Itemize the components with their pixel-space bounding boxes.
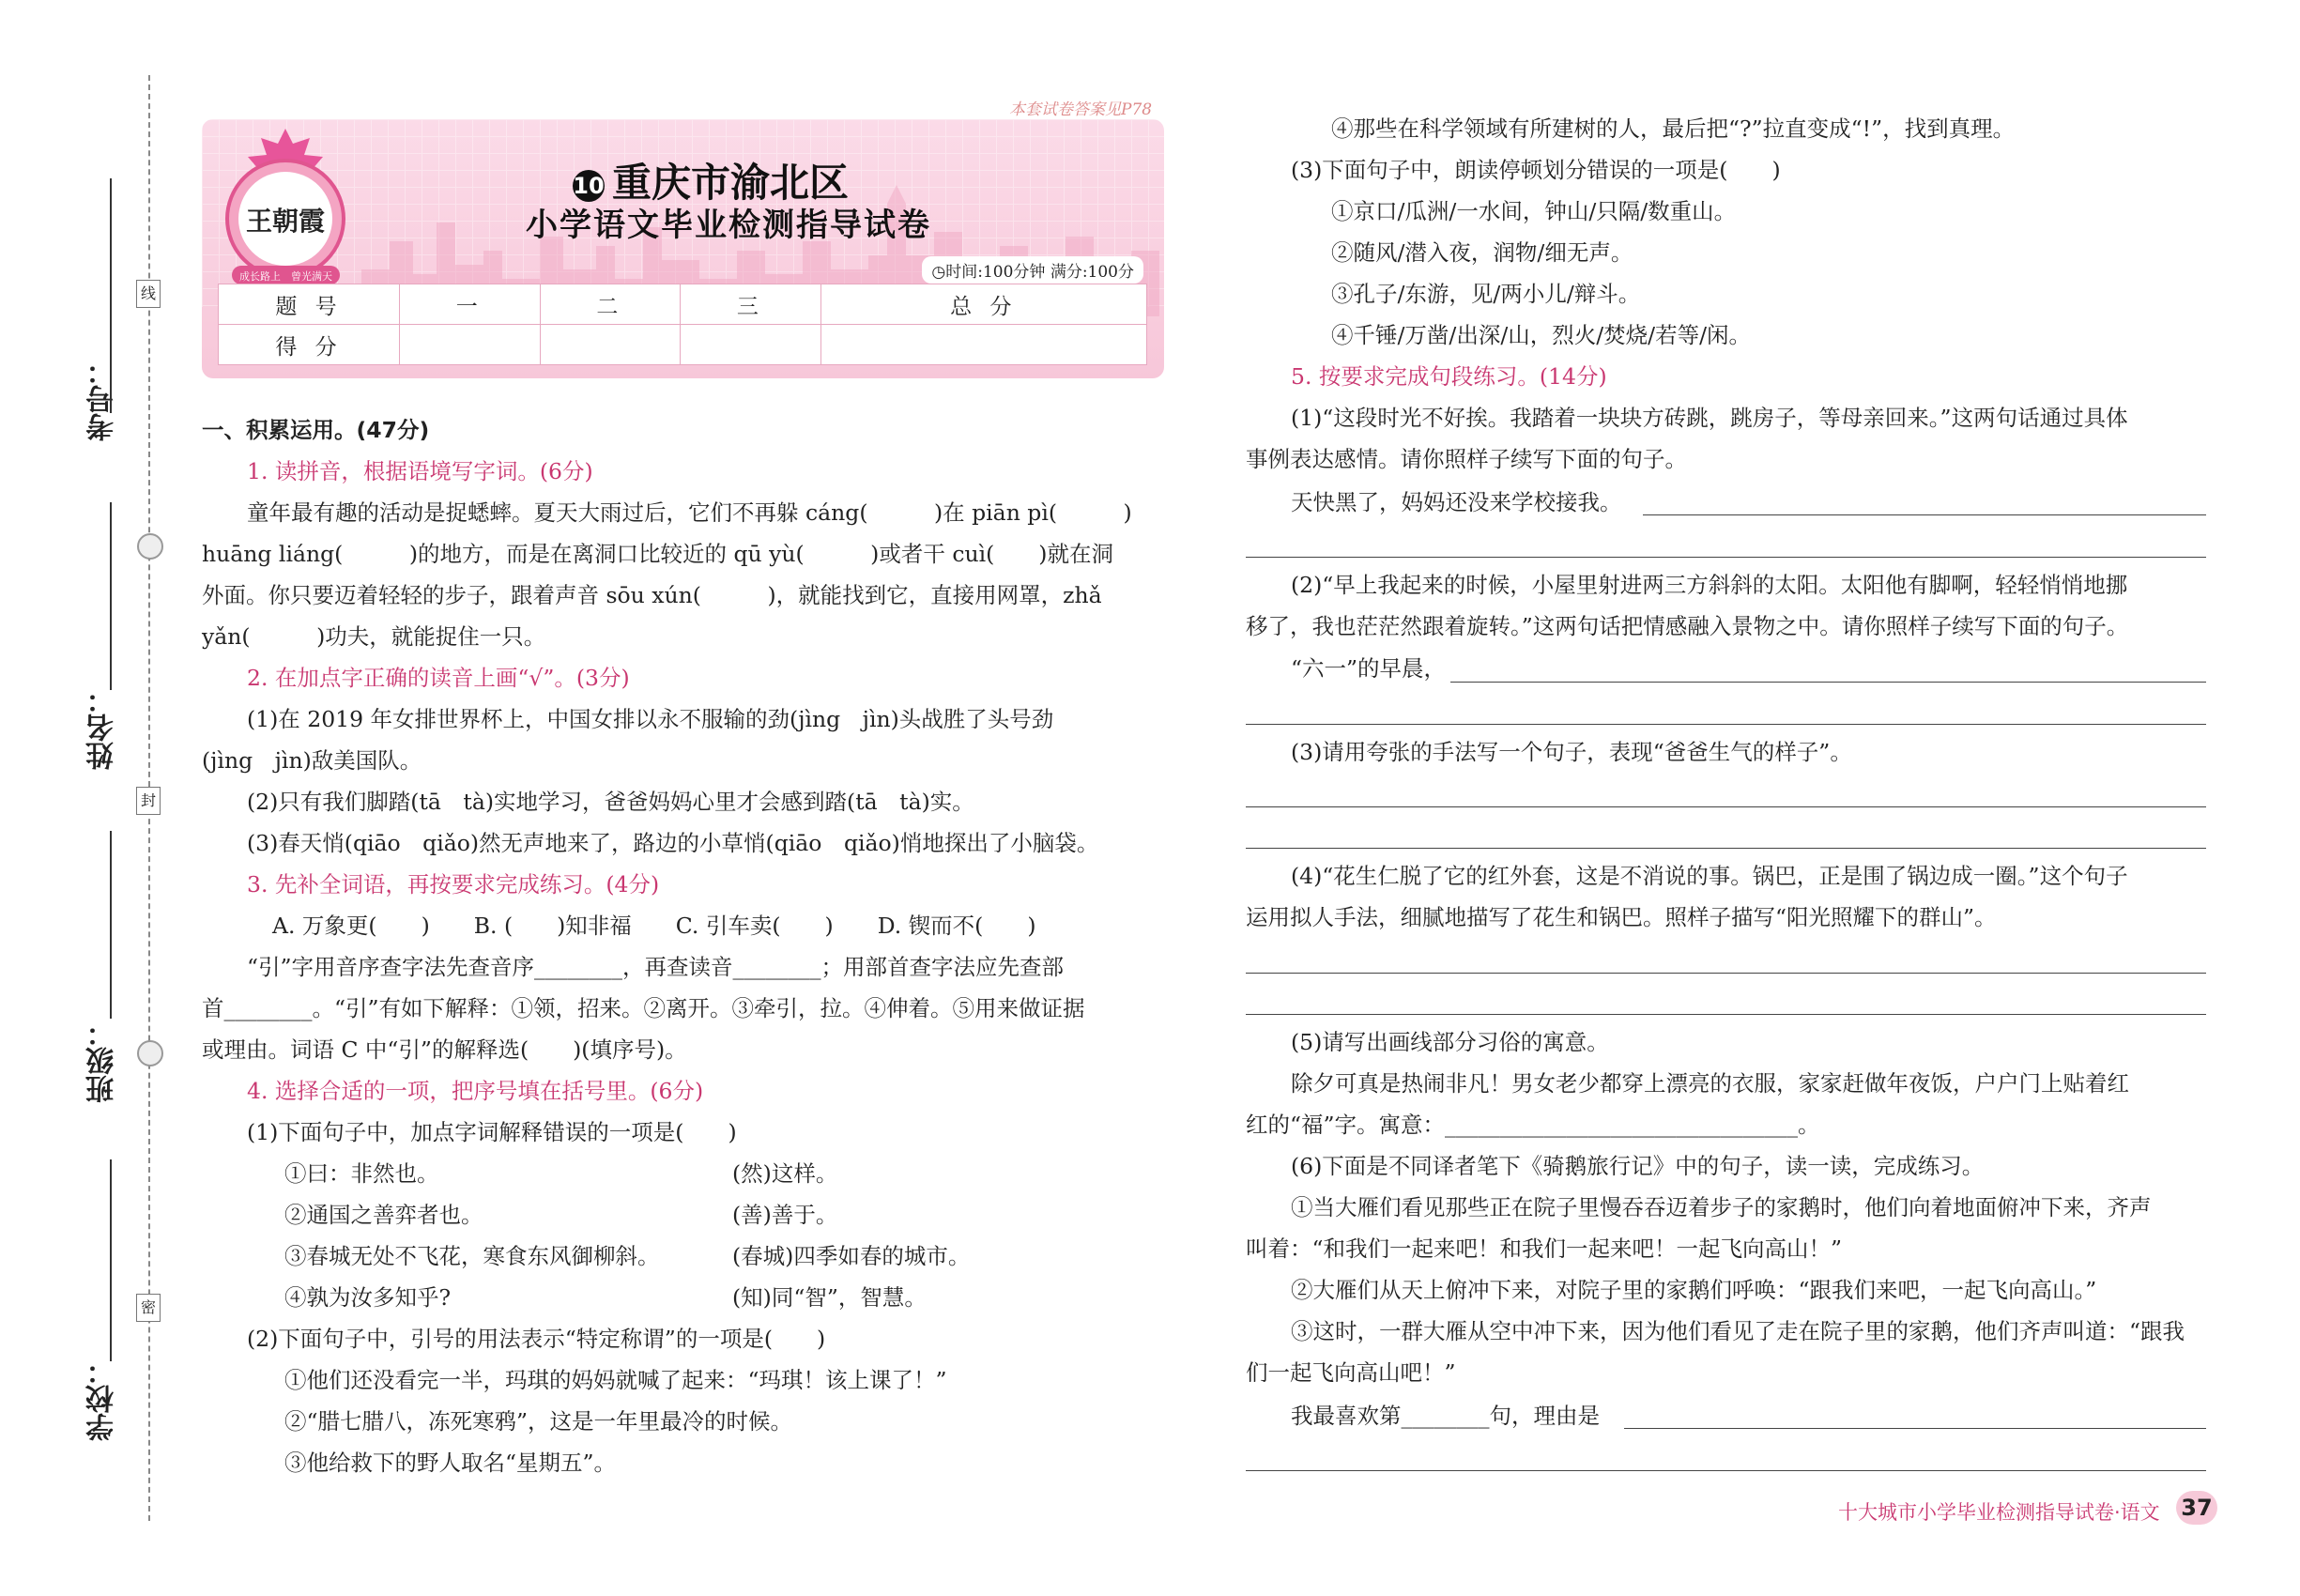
class-field[interactable] xyxy=(110,831,112,1019)
option-sentence: ③他给救下的野人取名“星期五”。 xyxy=(284,1450,617,1476)
score-table-header-row: 题 号 一 二 三 总 分 xyxy=(219,284,1147,325)
question-text: (4)“花生仁脱了它的红外套，这是不消说的事。锅巴，正是围了锅边成一圈。”这个句子 xyxy=(1291,863,2128,889)
question-text: (1)在 2019 年女排世界杯上，中国女排以永不服输的劲(jìng jìn)头战胜了头号劲 xyxy=(247,706,1054,732)
question-text: 运用拟人手法，细腻地描写了花生和锅巴。照样子描写“阳光照耀下的群山”。 xyxy=(1246,904,1997,930)
region-title: 重庆市渝北区 xyxy=(612,160,850,206)
option-sentence: ②随风/潜入夜，润物/细无声。 xyxy=(1331,239,1633,266)
option-sentence: ②“腊七腊八，冻死寒鸦”，这是一年里最冷的时候。 xyxy=(284,1408,793,1435)
option-sentence: ④那些在科学领域有所建树的人，最后把“?”拉直变成“!”，找到真理。 xyxy=(1331,115,2016,142)
question-title: 5. 按要求完成句段练习。(14分) xyxy=(1291,363,1607,390)
school-field[interactable] xyxy=(110,1159,112,1361)
answer-line[interactable] xyxy=(1643,514,2206,515)
answer-line[interactable] xyxy=(1450,682,2206,683)
option-sentence: ③孔子/东游，见/两小儿/辩斗。 xyxy=(1331,281,1641,307)
score-table xyxy=(218,284,1147,365)
question-text: 天快黑了，妈妈还没来学校接我。 xyxy=(1291,489,1622,515)
question-text: 我最喜欢第________句，理由是 xyxy=(1291,1403,1600,1429)
question-title: 1. 读拼音，根据语境写字词。(6分) xyxy=(247,458,593,484)
question-text: “引”字用音序查字法先查音序________，再查读音________；用部首查字法应先查部 xyxy=(247,954,1065,980)
question-text: 移了，我也茫茫然跟着旋转。”这两句话把情感融入景物之中。请你照样子续写下面的句子。 xyxy=(1246,613,2129,639)
translation-sentence: ②大雁们从天上俯冲下来，对院子里的家鹅们呼唤：“跟我们来吧，一起飞向高山。” xyxy=(1291,1277,2097,1303)
brand-logo-icon xyxy=(218,127,354,286)
option-explanation: (然)这样。 xyxy=(732,1160,838,1187)
answer-line[interactable] xyxy=(1246,973,2206,974)
translation-sentence: 叫着：“和我们一起来吧！和我们一起来吧！一起飞向高山！” xyxy=(1246,1235,1843,1262)
seal-char-xian: 线 xyxy=(136,280,161,308)
class-label: 班级： xyxy=(86,1019,119,1103)
question-text: (6)下面是不同译者笔下《骑鹅旅行记》中的句子，读一读，完成练习。 xyxy=(1291,1153,1985,1179)
question-text: (1)“这段时光不好挨。我踏着一块块方砖跳，跳房子，等母亲回来。”这两句话通过具体 xyxy=(1291,405,2128,431)
score-table-score-row: 得 分 xyxy=(219,325,1147,365)
question-text: (2)“早上我起来的时候，小屋里射进两三方斜斜的太阳。太阳他有脚啊，轻轻悄悄地挪 xyxy=(1291,572,2128,598)
answer-line[interactable] xyxy=(1246,806,2206,807)
name-label: 姓名： xyxy=(86,685,119,770)
page-number: 37 xyxy=(2176,1491,2217,1525)
answer-line[interactable] xyxy=(1624,1428,2206,1429)
answer-reference: 本套试卷答案见P78 xyxy=(1009,100,1153,119)
passage-text: 除夕可真是热闹非凡！男女老少都穿上漂亮的衣服，家家赶做年夜饭，户户门上贴着红 xyxy=(1291,1070,2129,1097)
question-text: huāng liáng( )的地方，而是在离洞口比较近的 qū yù( )或者干 cuì( )就在洞 xyxy=(202,541,1113,567)
question-title: 4. 选择合适的一项，把序号填在括号里。(6分) xyxy=(247,1078,704,1104)
exam-header xyxy=(202,119,1164,378)
option-sentence: ①曰：非然也。 xyxy=(284,1160,439,1187)
question-text: 或理由。词语 C 中“引”的解释选( )(填序号)。 xyxy=(202,1036,687,1063)
passage-text: 红的“福”字。寓意：________________________________。 xyxy=(1246,1112,1820,1138)
section-heading: 一、积累运用。(47分) xyxy=(202,417,430,443)
question-text: 外面。你只要迈着轻轻的步子，跟着声音 sōu xún( )，就能找到它，直接用网罩，zhǎ xyxy=(202,582,1102,608)
score-cell[interactable] xyxy=(820,325,1146,365)
options-line: A. 万象更( ) B. ( )知非福 C. 引车卖( ) D. 锲而不( ) xyxy=(272,913,1036,939)
translation-sentence: ①当大雁们看见那些正在院子里慢吞吞迈着步子的家鹅时，他们向着地面俯冲下来，齐声 xyxy=(1291,1194,2152,1220)
answer-line[interactable] xyxy=(1246,1014,2206,1015)
exam-subtitle: 小学语文毕业检测指导试卷 xyxy=(526,207,931,244)
logo-text: 王朝霞 xyxy=(245,206,326,237)
option-explanation: (善)善于。 xyxy=(732,1202,838,1228)
score-cell[interactable] xyxy=(681,325,821,365)
question-title: 2. 在加点字正确的读音上画“√”。(3分) xyxy=(247,665,630,691)
question-text: “六一”的早晨， xyxy=(1291,655,1447,682)
question-text: (3)春天悄(qiāo qiǎo)然无声地来了，路边的小草悄(qiāo qiǎo)悄地探出了小脑袋。 xyxy=(247,830,1099,856)
translation-sentence: ③这时，一群大雁从空中冲下来，因为他们看见了走在院子里的家鹅，他们齐声叫道：“跟我 xyxy=(1291,1318,2185,1344)
paper-number-badge: 10 xyxy=(573,170,605,202)
score-cell[interactable] xyxy=(400,325,541,365)
option-sentence: ①他们还没看完一半，玛琪的妈妈就喊了起来：“玛琪！该上课了！” xyxy=(284,1367,947,1393)
option-sentence: ③春城无处不飞花，寒食东风御柳斜。 xyxy=(284,1243,660,1269)
svg-text:曾光满天: 曾光满天 xyxy=(291,270,332,283)
question-text: (5)请写出画线部分习俗的寓意。 xyxy=(1291,1029,1609,1055)
footer-title: 十大城市小学毕业检测指导试卷·语文 xyxy=(1838,1501,2160,1524)
question-text: 童年最有趣的活动是捉蟋蟀。夏天大雨过后，它们不再躲 cáng( )在 piān pì( ) xyxy=(247,499,1132,526)
answer-line[interactable] xyxy=(1246,724,2206,725)
school-label: 学校： xyxy=(86,1357,119,1441)
question-text: (1)下面句子中，加点字词解释错误的一项是( ) xyxy=(247,1119,737,1145)
translation-sentence: 们一起飞向高山吧！” xyxy=(1246,1359,1456,1386)
question-text: yǎn( )功夫，就能捉住一只。 xyxy=(202,623,546,650)
option-sentence: ②通国之善弈者也。 xyxy=(284,1202,483,1228)
time-and-score-info: ◷时间:100分钟 满分:100分 xyxy=(922,256,1143,284)
binding-hole-icon xyxy=(137,1040,163,1067)
answer-line[interactable] xyxy=(1246,1470,2206,1471)
seal-char-mi: 密 xyxy=(136,1294,161,1322)
exam-number-label: 考号： xyxy=(86,357,119,441)
question-text: (jìng jìn)敌美国队。 xyxy=(202,747,422,774)
option-explanation: (知)同“智”，智慧。 xyxy=(732,1284,927,1311)
option-sentence: ①京口/瓜洲/一水间，钟山/只隔/数重山。 xyxy=(1331,198,1737,224)
score-cell[interactable] xyxy=(540,325,681,365)
seal-char-feng: 封 xyxy=(136,787,161,815)
option-explanation: (春城)四季如春的城市。 xyxy=(732,1243,971,1269)
exam-number-field[interactable] xyxy=(110,178,112,413)
binding-hole-icon xyxy=(137,533,163,560)
question-text: (2)只有我们脚踏(tā tà)实地学习，爸爸妈妈心里才会感到踏(tā tà)实。 xyxy=(247,789,974,815)
svg-text:成长路上: 成长路上 xyxy=(239,270,281,283)
answer-line[interactable] xyxy=(1246,848,2206,849)
question-text: 事例表达感情。请你照样子续写下面的句子。 xyxy=(1246,446,1687,472)
question-text: 首________。“引”有如下解释：①领，招来。②离开。③牵引，拉。④伸着。⑤用来做证据 xyxy=(202,995,1085,1021)
question-title: 3. 先补全词语，再按要求完成练习。(4分) xyxy=(247,871,660,898)
answer-line[interactable] xyxy=(1246,557,2206,558)
name-field[interactable] xyxy=(110,502,112,690)
option-sentence: ④孰为汝多知乎? xyxy=(284,1284,452,1311)
option-sentence: ④千锤/万凿/出深/山，烈火/焚烧/若等/闲。 xyxy=(1331,322,1752,348)
question-text: (2)下面句子中，引号的用法表示“特定称谓”的一项是( ) xyxy=(247,1326,826,1352)
question-text: (3)下面句子中，朗读停顿划分错误的一项是( ) xyxy=(1291,157,1781,183)
question-text: (3)请用夸张的手法写一个句子，表现“爸爸生气的样子”。 xyxy=(1291,739,1852,765)
